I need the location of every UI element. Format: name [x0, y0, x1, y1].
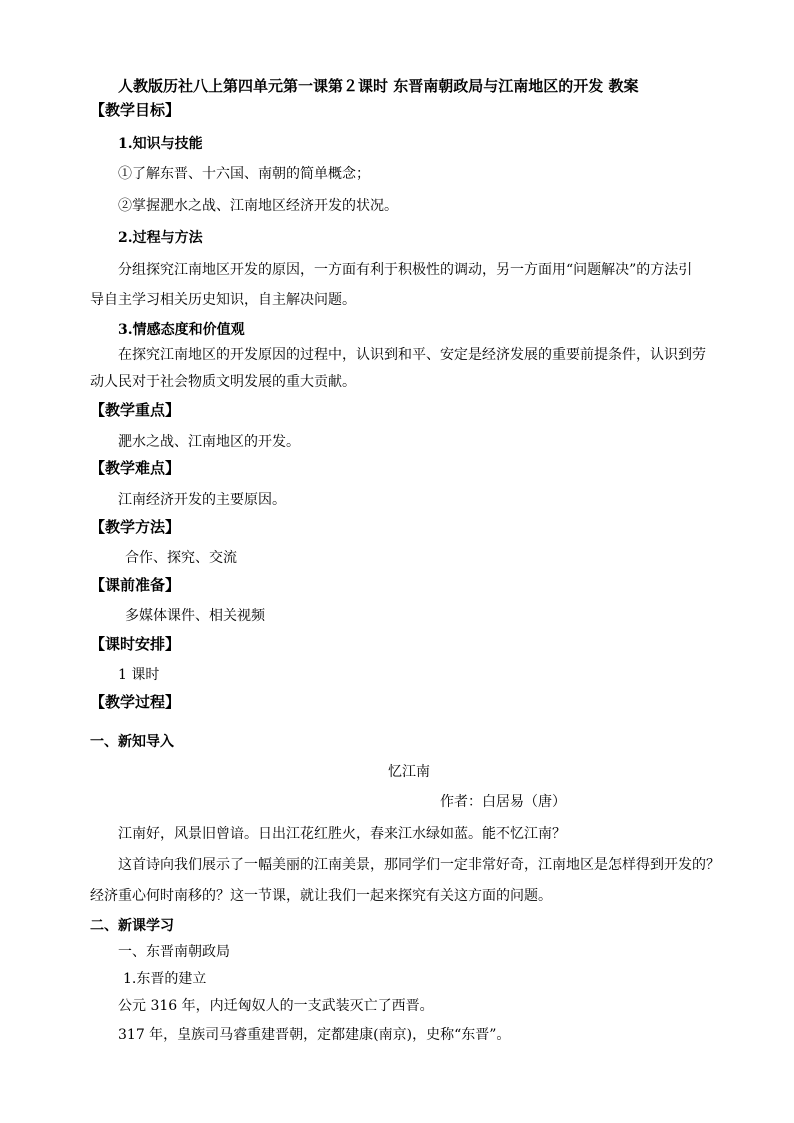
preparation-text: 多媒体课件、相关视频: [125, 608, 265, 624]
methods-header: 【教学方法】: [90, 518, 181, 536]
key-points-text: 淝水之战、江南地区的开发。: [118, 434, 300, 450]
schedule-header: 【课时安排】: [90, 635, 181, 653]
lesson-line: 公元 316 年，内迁匈奴人的一支武装灭亡了西晋。: [118, 998, 434, 1014]
knowledge-item: ②掌握淝水之战、江南地区经济开发的状况。: [118, 198, 398, 214]
intro-line: 经济重心何时南移的？这一节课，就让我们一起来探究有关这方面的问题。: [90, 888, 552, 904]
intro-heading: 一、新知导入: [90, 734, 174, 750]
intro-line: 这首诗向我们展示了一幅美丽的江南美景，那同学们一定非常好奇，江南地区是怎样得到开发的？: [118, 857, 720, 873]
difficulties-header: 【教学难点】: [90, 459, 181, 477]
emotion-line: 动人民对于社会物质文明发展的重大贡献。: [90, 374, 356, 390]
difficulties-text: 江南经济开发的主要原因。: [118, 492, 286, 508]
knowledge-item: ①了解东晋、十六国、南朝的简单概念；: [118, 166, 370, 182]
poem-title: 忆江南: [388, 764, 430, 780]
document-title: 人教版历社八上第四单元第一课第２课时 东晋南朝政局与江南地区的开发 教案: [118, 77, 639, 95]
goals-header: 【教学目标】: [90, 101, 181, 119]
key-points-header: 【教学重点】: [90, 401, 181, 419]
poem-author: 作者：白居易（唐）: [440, 794, 566, 810]
process-method-heading: 2.过程与方法: [118, 230, 203, 246]
sub1-heading: 1.东晋的建立: [123, 971, 207, 987]
process-method-line: 分组探究江南地区开发的原因，一方面有利于积极性的调动，另一方面用“问题解决”的方法引: [118, 262, 693, 278]
new-lesson-heading: 二、新课学习: [90, 918, 174, 934]
preparation-header: 【课前准备】: [90, 576, 181, 594]
part1-heading: 一、东晋南朝政局: [118, 944, 230, 960]
poem-text: 江南好，风景旧曾谙。日出江花红胜火，春来江水绿如蓝。能不忆江南？: [118, 826, 566, 842]
methods-text: 合作、探究、交流: [125, 550, 237, 566]
emotion-heading: 3.情感态度和价值观: [118, 322, 245, 338]
schedule-text: 1 课时: [118, 667, 160, 683]
lesson-line: 317 年，皇族司马睿重建晋朝，定都建康(南京)，史称“东晋”。: [118, 1027, 511, 1043]
emotion-line: 在探究江南地区的开发原因的过程中，认识到和平、安定是经济发展的重要前提条件，认识到劳: [118, 347, 706, 363]
process-method-line: 导自主学习相关历史知识，自主解决问题。: [90, 292, 356, 308]
knowledge-heading: 1.知识与技能: [118, 136, 203, 152]
process-header: 【教学过程】: [90, 693, 181, 711]
